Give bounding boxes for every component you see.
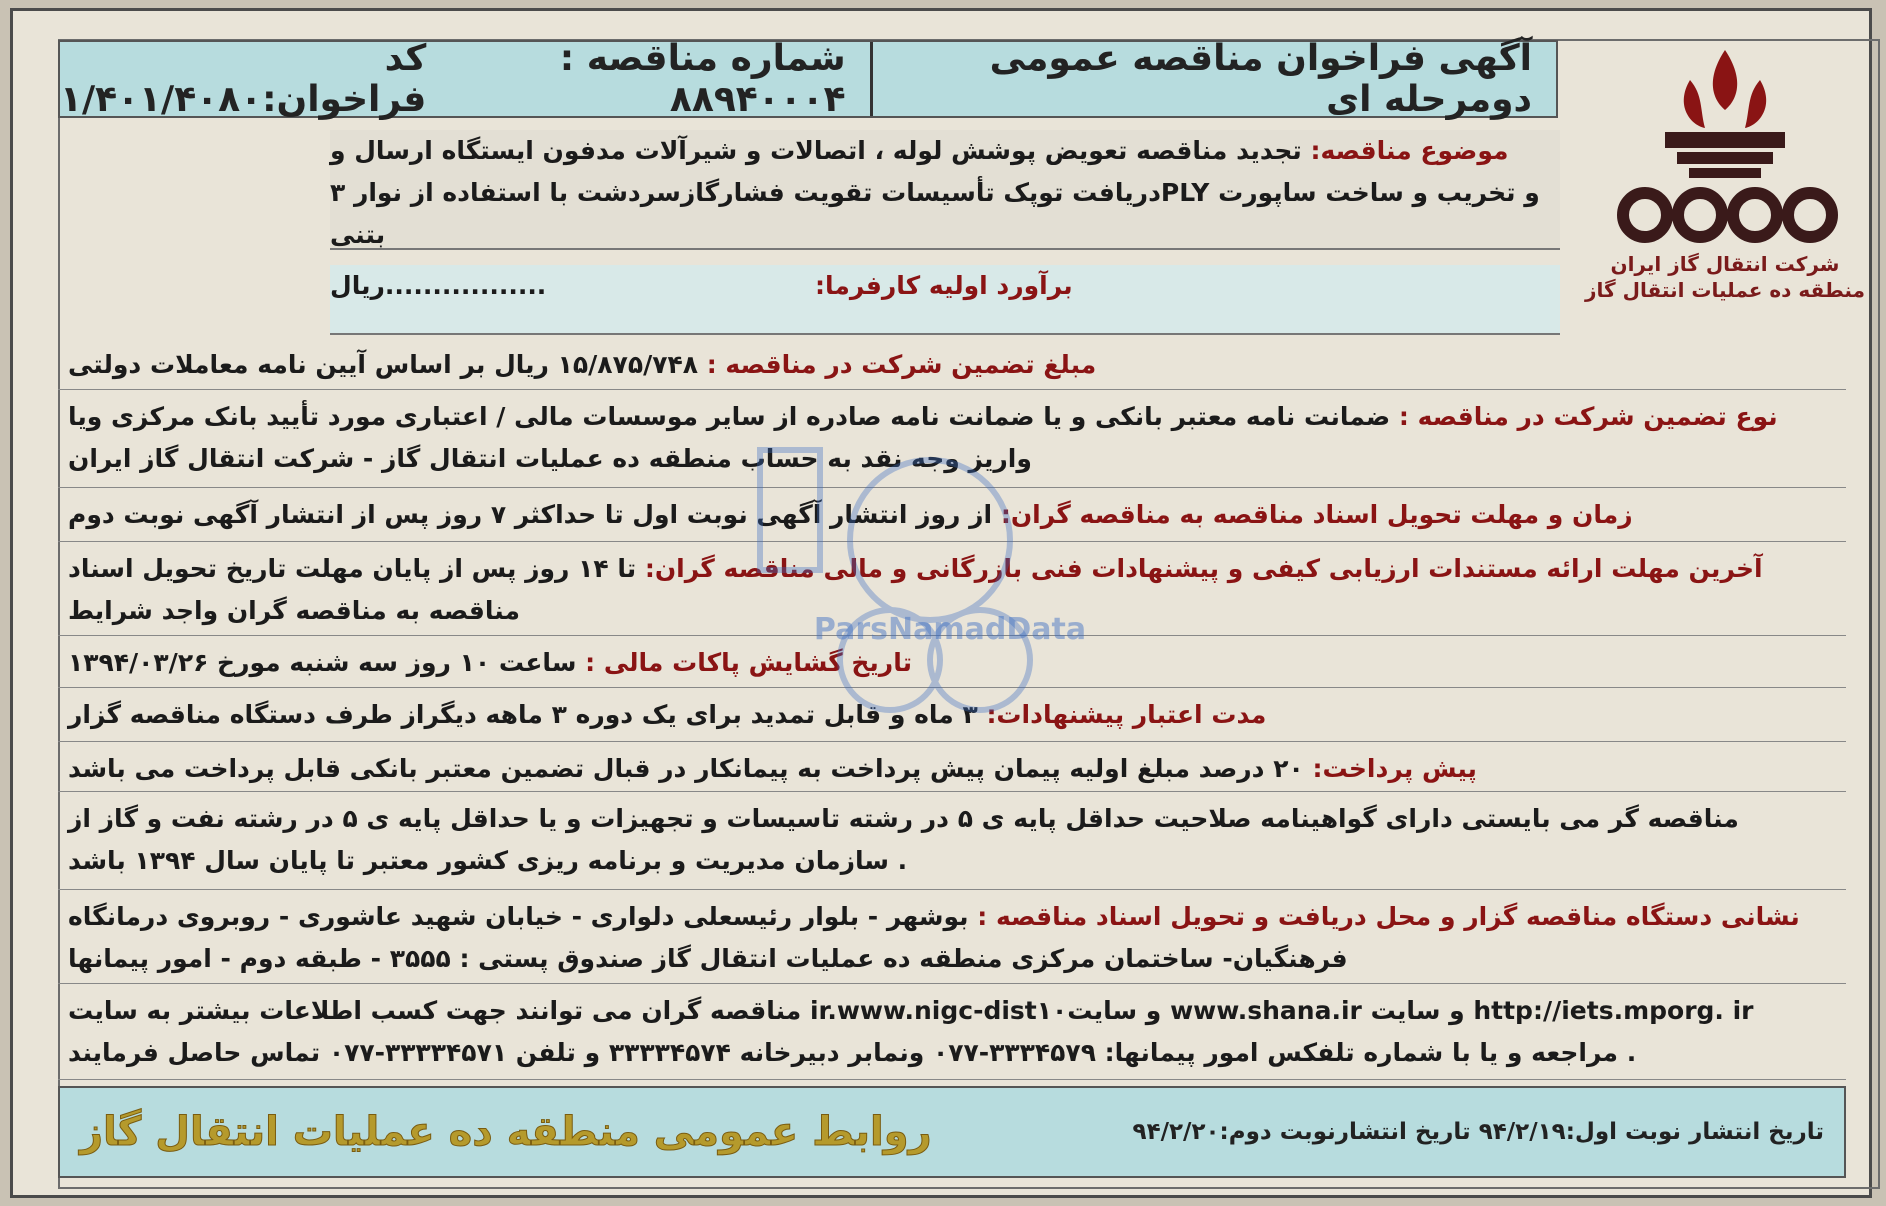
estimate-section xyxy=(330,265,1560,335)
prepayment-text: ۲۰ درصد مبلغ اولیه پیمان پیش پرداخت به پیمانکار در قبال تضمین معتبر بانکی قابل پرداخت می باشد xyxy=(68,754,1304,783)
estimate-label: برآورد اولیه کارفرما: xyxy=(815,271,1073,300)
opening-text: ساعت ۱۰ روز سه شنبه مورخ ۱۳۹۴/۰۳/۲۶ xyxy=(68,648,577,677)
tender-number: شماره مناقصه : ۸۸۹۴۰۰۰۴ xyxy=(559,38,846,120)
public-relations-signature: روابط عمومی منطقه ده عملیات انتقال گاز xyxy=(80,1109,932,1155)
address-row xyxy=(58,892,1846,984)
validity-label: مدت اعتبار پیشنهادات: xyxy=(986,700,1267,729)
notice-footer xyxy=(58,1086,1846,1178)
deadline-label: آخرین مهلت ارائه مستندات ارزیابی کیفی و پیشنهادات فنی بازرگانی و مالی مناقصه گران: xyxy=(644,554,1763,583)
call-code: کد فراخوان:۱/۴۰۱/۴۰۸۰ xyxy=(60,38,427,120)
delivery-time-text: از روز انتشار آگهی نوبت اول تا حداکثر ۷ روز پس از انتشار آگهی نوبت دوم xyxy=(68,500,993,529)
notice-title: آگهی فراخوان مناقصه عمومی دومرحله ای xyxy=(870,42,1556,116)
guarantee-type-text: ضمانت نامه معتبر بانکی و یا ضمانت نامه صادره از سایر موسسات مالی / اعتباری مورد تأیید بانک مرکزی ویا واریز وجه نقد به حساب منطقه ده عملیات انتقال گاز - شرکت انتقال گاز ایران xyxy=(68,402,1391,473)
guarantee-amount-label: مبلغ تضمین شرکت در مناقصه : xyxy=(706,350,1097,379)
subject-section xyxy=(330,130,1560,250)
deadline-text: تا ۱۴ روز پس از پایان مهلت تاریخ تحویل اسناد مناقصه به مناقصه گران واجد شرایط xyxy=(68,554,637,625)
validity-text: ۳ ماه و قابل تمدید برای یک دوره ۳ ماهه دیگراز طرف دستگاه مناقصه گزار xyxy=(68,700,978,729)
company-name: شرکت انتقال گاز ایران xyxy=(1610,252,1840,276)
watermark-text: ParsNamadData xyxy=(813,612,1087,647)
info-text: مناقصه گران می توانند جهت کسب اطلاعات بیشتر به سایت ir.www.nigc-dist۱۰و سایت www.shana.ir و سایت http://iets.mporg. ir مراجعه و یا با شماره تلفکس امور پیمانها: ۳۳۳۴۵۷۹-۰۷۷ ونمابر دبیرخانه ۳۳۳۳۴۵۷۴ و تلفن ۳۳۳۳۴۵۷۱-۰۷۷ تماس حاصل فرمایند . xyxy=(68,996,1754,1067)
publication-dates: تاریخ انتشار نوبت اول:۹۴/۲/۱۹ تاریخ انتشارنوبت دوم:۹۴/۲/۲۰ xyxy=(1132,1119,1824,1145)
guarantee-amount-row xyxy=(58,340,1846,390)
qualification-row xyxy=(58,794,1846,890)
info-row xyxy=(58,986,1846,1080)
flame-logo-icon xyxy=(1595,40,1855,250)
delivery-time-row xyxy=(58,490,1846,542)
subject-text: تجدید مناقصه تعویض پوشش لوله ، اتصالات و شیرآلات مدفون ایستگاه ارسال و دریافت توپک تأسیسات تقویت فشارگازسردشت با استفاده از نوار ۳PLY و تخریب و ساخت ساپورت بتنی xyxy=(330,136,1540,249)
prepayment-label: پیش پرداخت: xyxy=(1312,754,1477,783)
opening-label: تاریخ گشایش پاکات مالی : xyxy=(585,648,912,677)
estimate-value: .................ریال xyxy=(330,271,547,300)
validity-row xyxy=(58,690,1846,742)
address-text: بوشهر - بلوار رئیسعلی دلواری - خیابان شهید عاشوری - روبروی درمانگاه فرهنگیان- ساختمان مرکزی منطقه ده عملیات انتقال گاز صندوق پستی : ۳۵۵۵ - طبقه دوم - امور پیمانها xyxy=(68,902,1348,973)
company-logo-block xyxy=(1580,40,1870,330)
tender-codes xyxy=(60,38,870,120)
prepayment-row xyxy=(58,744,1846,792)
subject-label: موضوع مناقصه: xyxy=(1310,136,1509,165)
qualification-text: مناقصه گر می بایستی دارای گواهینامه صلاحیت حداقل پایه ی ۵ در رشته تاسیسات و تجهیزات و یا حداقل پایه ی ۵ در رشته نفت و گاز از سازمان مدیریت و برنامه ریزی کشور معتبر تا پایان سال ۱۳۹۴ باشد . xyxy=(68,804,1739,875)
guarantee-type-row xyxy=(58,392,1846,488)
address-label: نشانی دستگاه مناقصه گزار و محل دریافت و تحویل اسناد مناقصه : xyxy=(977,902,1800,931)
guarantee-amount-text: ۱۵/۸۷۵/۷۴۸ ریال بر اساس آیین نامه معاملات دولتی xyxy=(68,350,698,379)
delivery-time-label: زمان و مهلت تحویل اسناد مناقصه به مناقصه گران: xyxy=(1000,500,1633,529)
guarantee-type-label: نوع تضمین شرکت در مناقصه : xyxy=(1398,402,1778,431)
notice-header xyxy=(58,40,1558,118)
region-name: منطقه ده عملیات انتقال گاز xyxy=(1585,278,1865,302)
